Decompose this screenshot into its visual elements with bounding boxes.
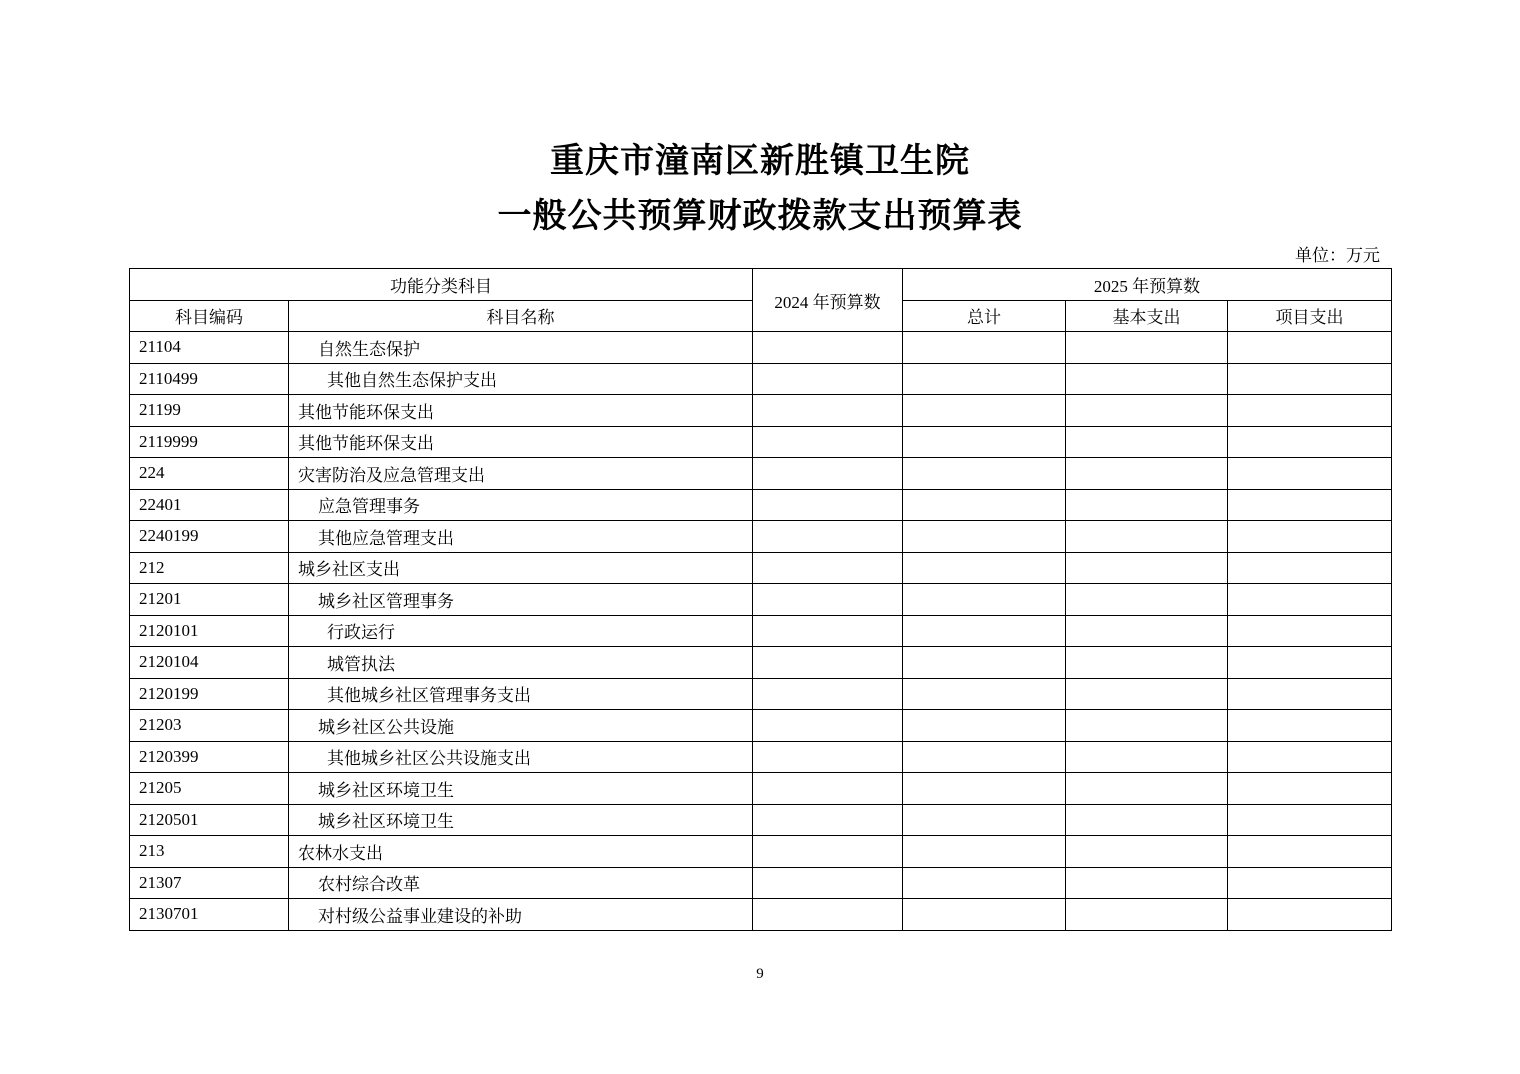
total-cell [903, 395, 1066, 427]
project-expenditure-cell [1228, 804, 1392, 836]
header-basic-expenditure: 基本支出 [1066, 300, 1228, 332]
header-current-year-budget: 2025 年预算数 [903, 269, 1392, 301]
table-row [130, 867, 1392, 899]
project-expenditure-cell [1228, 426, 1392, 458]
subject-code-cell: 2130701 [130, 899, 289, 931]
basic-expenditure-cell [1066, 489, 1228, 521]
header-total: 总计 [903, 300, 1066, 332]
project-expenditure-cell [1228, 867, 1392, 899]
prev-year-budget-cell [753, 615, 903, 647]
table-row [130, 615, 1392, 647]
prev-year-budget-cell [753, 867, 903, 899]
basic-expenditure-cell [1066, 426, 1228, 458]
project-expenditure-cell [1228, 710, 1392, 742]
table-row [130, 584, 1392, 616]
header-prev-year-budget: 2024 年预算数 [753, 269, 903, 332]
project-expenditure-cell [1228, 899, 1392, 931]
project-expenditure-cell [1228, 489, 1392, 521]
prev-year-budget-cell [753, 773, 903, 805]
subject-name-cell: 其他城乡社区公共设施支出 [289, 741, 753, 773]
total-cell [903, 773, 1066, 805]
table-row [130, 678, 1392, 710]
subject-code-cell: 212 [130, 552, 289, 584]
table-row [130, 741, 1392, 773]
prev-year-budget-cell [753, 899, 903, 931]
basic-expenditure-cell [1066, 647, 1228, 679]
basic-expenditure-cell [1066, 552, 1228, 584]
basic-expenditure-cell [1066, 710, 1228, 742]
prev-year-budget-cell [753, 741, 903, 773]
prev-year-budget-cell [753, 584, 903, 616]
prev-year-budget-cell [753, 395, 903, 427]
prev-year-budget-cell [753, 458, 903, 490]
subject-code-cell: 21203 [130, 710, 289, 742]
project-expenditure-cell [1228, 363, 1392, 395]
project-expenditure-cell [1228, 741, 1392, 773]
unit-label: 单位：万元 [1295, 246, 1380, 266]
table-row [130, 489, 1392, 521]
subject-code-cell: 2120104 [130, 647, 289, 679]
budget-table [129, 268, 1392, 931]
header-subject-name: 科目名称 [289, 300, 753, 332]
table-row [130, 773, 1392, 805]
total-cell [903, 741, 1066, 773]
total-cell [903, 836, 1066, 868]
basic-expenditure-cell [1066, 615, 1228, 647]
total-cell [903, 458, 1066, 490]
subject-code-cell: 21307 [130, 867, 289, 899]
subject-code-cell: 21205 [130, 773, 289, 805]
table-row [130, 804, 1392, 836]
total-cell [903, 647, 1066, 679]
project-expenditure-cell [1228, 458, 1392, 490]
table-row [130, 363, 1392, 395]
table-row [130, 836, 1392, 868]
subject-code-cell: 21201 [130, 584, 289, 616]
prev-year-budget-cell [753, 489, 903, 521]
basic-expenditure-cell [1066, 836, 1228, 868]
subject-code-cell: 2120199 [130, 678, 289, 710]
table-body [130, 332, 1392, 931]
project-expenditure-cell [1228, 584, 1392, 616]
subject-code-cell: 2110499 [130, 363, 289, 395]
subject-code-cell: 21199 [130, 395, 289, 427]
subject-code-cell: 2120501 [130, 804, 289, 836]
total-cell [903, 678, 1066, 710]
total-cell [903, 867, 1066, 899]
total-cell [903, 552, 1066, 584]
total-cell [903, 584, 1066, 616]
prev-year-budget-cell [753, 804, 903, 836]
header-functional-classification: 功能分类科目 [130, 269, 753, 301]
subject-name-cell: 城乡社区管理事务 [289, 584, 753, 616]
project-expenditure-cell [1228, 773, 1392, 805]
project-expenditure-cell [1228, 552, 1392, 584]
project-expenditure-cell [1228, 678, 1392, 710]
subject-name-cell: 其他节能环保支出 [289, 426, 753, 458]
total-cell [903, 899, 1066, 931]
subject-name-cell: 对村级公益事业建设的补助 [289, 899, 753, 931]
prev-year-budget-cell [753, 426, 903, 458]
table-row [130, 647, 1392, 679]
basic-expenditure-cell [1066, 804, 1228, 836]
basic-expenditure-cell [1066, 458, 1228, 490]
subject-name-cell: 城乡社区环境卫生 [289, 804, 753, 836]
basic-expenditure-cell [1066, 899, 1228, 931]
total-cell [903, 489, 1066, 521]
table-row [130, 426, 1392, 458]
subject-name-cell: 其他自然生态保护支出 [289, 363, 753, 395]
total-cell [903, 615, 1066, 647]
table-row [130, 521, 1392, 553]
page-number: 9 [756, 966, 764, 982]
prev-year-budget-cell [753, 363, 903, 395]
basic-expenditure-cell [1066, 332, 1228, 364]
header-subject-code: 科目编码 [130, 300, 289, 332]
table-row [130, 458, 1392, 490]
basic-expenditure-cell [1066, 521, 1228, 553]
basic-expenditure-cell [1066, 867, 1228, 899]
project-expenditure-cell [1228, 332, 1392, 364]
project-expenditure-cell [1228, 836, 1392, 868]
subject-name-cell: 城管执法 [289, 647, 753, 679]
total-cell [903, 804, 1066, 836]
total-cell [903, 710, 1066, 742]
table-row [130, 899, 1392, 931]
table-row [130, 332, 1392, 364]
subject-code-cell: 2120399 [130, 741, 289, 773]
subject-name-cell: 农村综合改革 [289, 867, 753, 899]
subject-code-cell: 213 [130, 836, 289, 868]
subject-name-cell: 农林水支出 [289, 836, 753, 868]
subject-code-cell: 2119999 [130, 426, 289, 458]
basic-expenditure-cell [1066, 773, 1228, 805]
table-row [130, 552, 1392, 584]
header-project-expenditure: 项目支出 [1228, 300, 1392, 332]
total-cell [903, 332, 1066, 364]
subject-name-cell: 其他节能环保支出 [289, 395, 753, 427]
subject-code-cell: 21104 [130, 332, 289, 364]
document-title-line2: 一般公共预算财政拨款支出预算表 [497, 196, 1023, 236]
subject-name-cell: 城乡社区环境卫生 [289, 773, 753, 805]
prev-year-budget-cell [753, 710, 903, 742]
subject-name-cell: 自然生态保护 [289, 332, 753, 364]
basic-expenditure-cell [1066, 584, 1228, 616]
basic-expenditure-cell [1066, 741, 1228, 773]
subject-name-cell: 其他城乡社区管理事务支出 [289, 678, 753, 710]
total-cell [903, 426, 1066, 458]
prev-year-budget-cell [753, 836, 903, 868]
project-expenditure-cell [1228, 521, 1392, 553]
project-expenditure-cell [1228, 647, 1392, 679]
subject-name-cell: 灾害防治及应急管理支出 [289, 458, 753, 490]
basic-expenditure-cell [1066, 678, 1228, 710]
subject-name-cell: 城乡社区公共设施 [289, 710, 753, 742]
project-expenditure-cell [1228, 615, 1392, 647]
table-row [130, 710, 1392, 742]
total-cell [903, 363, 1066, 395]
prev-year-budget-cell [753, 552, 903, 584]
prev-year-budget-cell [753, 521, 903, 553]
subject-code-cell: 224 [130, 458, 289, 490]
project-expenditure-cell [1228, 395, 1392, 427]
header-row-1 [130, 269, 1392, 301]
basic-expenditure-cell [1066, 395, 1228, 427]
subject-name-cell: 其他应急管理支出 [289, 521, 753, 553]
table-row [130, 395, 1392, 427]
subject-code-cell: 2240199 [130, 521, 289, 553]
total-cell [903, 521, 1066, 553]
prev-year-budget-cell [753, 332, 903, 364]
document-title-line1: 重庆市潼南区新胜镇卫生院 [550, 141, 970, 181]
subject-name-cell: 行政运行 [289, 615, 753, 647]
subject-code-cell: 2120101 [130, 615, 289, 647]
subject-name-cell: 城乡社区支出 [289, 552, 753, 584]
prev-year-budget-cell [753, 678, 903, 710]
subject-name-cell: 应急管理事务 [289, 489, 753, 521]
prev-year-budget-cell [753, 647, 903, 679]
basic-expenditure-cell [1066, 363, 1228, 395]
subject-code-cell: 22401 [130, 489, 289, 521]
